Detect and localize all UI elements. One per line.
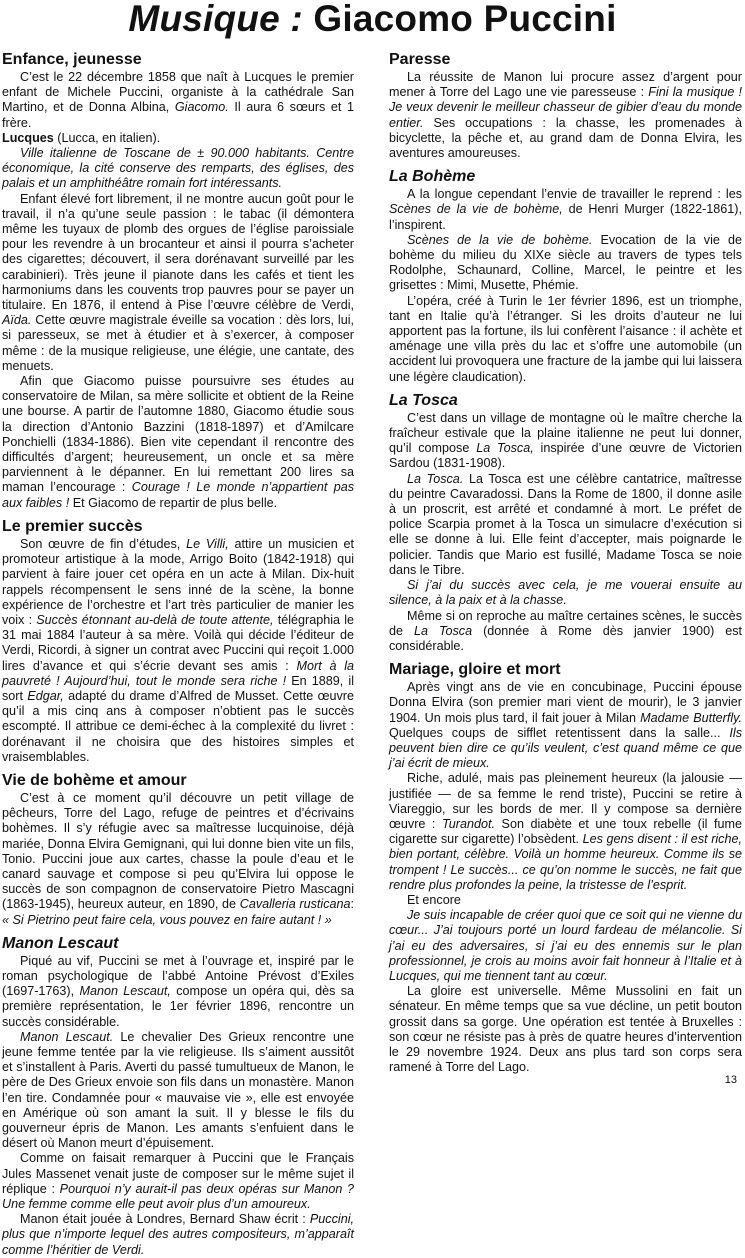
text: La réussite de Manon lui procure assez d’argent pour mener à Torre del Lago une vie paresseuse :	[389, 70, 742, 100]
text: A la longue cependant l’envie de travailler le reprend : les	[407, 187, 742, 202]
text-italic: Scènes de la vie de bohème.	[407, 232, 593, 247]
text: Il aura 6 sœurs et 1 frère.	[2, 100, 355, 130]
text: Son diabète et une toux rebelle (il fume cigarette sur cigarette) l’obsèdent.	[389, 816, 743, 847]
text: Evocation de la vie de bohème du milieu du XIXe siècle au travers de types tels Rodolphe, Schaunard, Colline, Marcel, le peintre et les grisettes : Mimi, Musette, Phémie.	[389, 232, 742, 293]
text: Riche, adulé, mais pas pleinement heureux (la jalousie — justifiée — de sa femme le rend triste), Puccini se retire à Viareggio, sur les bords de mer. Il y compose sa dernière œuvre :	[389, 771, 742, 831]
paragraph	[2, 791, 354, 928]
paragraph	[389, 609, 742, 655]
paragraph	[389, 233, 742, 294]
title-prefix: Musique :	[128, 0, 303, 39]
heading-la-boheme: La Bohème	[389, 168, 476, 186]
paragraph-italic: Ville italienne de Toscane de ± 90.000 habitants. Centre économique, la cité conserve des remparts, des églises, des palais et un amphithéâtre romain fort intéressants.	[2, 146, 354, 191]
paragraph	[2, 374, 354, 511]
text-italic: Les gens disent : il est riche, bien portant, célèbre. Voilà un homme heureux. Comme ils se trompent ! Le succès... ce qu’on nomme le succès, ne fait que rendre plus profondes la peine, la tristesse de l’esprit.	[389, 832, 742, 892]
paragraph	[389, 411, 742, 472]
text-italic: Le Villi,	[186, 536, 229, 551]
paragraph	[2, 537, 354, 765]
text: Après vingt ans de vie en concubinage, Puccini épouse Donna Elvira (son premier mari vient de mourir), le 3 janvier 1904. Un mois plus tard, il fait jouer à Milan	[389, 680, 742, 725]
text: Comme on faisait remarquer à Puccini que le Français Jules Massenet venait juste de composer sur le même sujet il réplique :	[2, 1151, 354, 1196]
page-title	[0, 0, 745, 38]
text: Manon était jouée à Londres, Bernard Shaw écrit :	[20, 1212, 306, 1227]
term-bold: Lucques	[2, 130, 54, 145]
text: :	[350, 897, 355, 912]
text: Et Giacomo de repartir de plus belle.	[72, 495, 278, 510]
text: Afin que Giacomo puisse poursuivre ses études au conservatoire de Milan, sa mère sollicite et obtient de la Reine une bourse. A partir de l’automne 1880, Giacomo étudie sous la direction d’Antonio Bazzini (1818-1897) et d’Amilcare Ponchielli (1834-1886). Bien vite cependant il rencontre des difficultés d’argent; heureusement, un oncle et sa mère parviennent à le dépanner. En lui remettant 200 lires sa maman l’encourage :	[2, 374, 354, 495]
heading-mariage: Mariage, gloire et mort	[389, 661, 561, 679]
right-column	[389, 44, 742, 1075]
paragraph	[389, 680, 742, 771]
text: Enfant élevé fort librement, il ne montre aucun goût pour le travail, il n’a qu’une seule passion : le tabac (il démontera même les tuyaux de plomb des orgues de l’église paroissiale pour les revendre à un brocanteur et ainsi il pourra s’acheter des cigarettes; découvert, il sera dorénavant surveillé par les carabinieri). Très jeune il pianote dans les cafés et tient les harmoniums dans les couvents trop pauvres pour se payer un titulaire. En 1876, il entend à Pise l’œuvre célèbre de Verdi,	[2, 191, 354, 313]
paragraph	[2, 131, 354, 146]
heading-enfance: Enfance, jeunesse	[2, 51, 142, 68]
text: inspirée d’une œuvre de Victorien Sardou (1831-1908).	[389, 441, 742, 471]
text-italic: Edgar,	[27, 688, 64, 703]
text: (Lucca, en italien).	[57, 130, 161, 145]
paragraph: Et encore	[407, 892, 461, 907]
paragraph	[389, 187, 742, 233]
text-italic: Cavalleria rusticana	[239, 897, 351, 912]
text: La Tosca est une célèbre cantatrice, maîtresse du peintre Cavaradossi. Dans la Rome de 1800, il donne asile à un proscrit, est arrêté et condamné à mort. Le préfet de police Scarpia promet à la Tosca un simulacre d’exécution si elle se donne à lui. Elle feint d’accepter, mais poignarde le policier. Tandis que Mario est fusillé, Madame Tosca se noie dans le Tibre.	[389, 471, 742, 577]
text: C’est dans un village de montagne où le maître cherche la fraîcheur estivale que la plaine italienne ne peut lui donner, qu’il compose	[389, 410, 742, 456]
text-italic: Ils peuvent bien dire ce qu’ils veulent, c’est quand même ce que j’ai écrit de mieux.	[389, 725, 742, 771]
text-italic: Giacomo.	[174, 100, 229, 115]
paragraph	[2, 954, 354, 1030]
text-italic: Manon Lescaut,	[79, 984, 171, 999]
paragraph	[2, 1030, 354, 1152]
text: (donnée à Rome dès janvier 1900) est considérable.	[389, 623, 743, 653]
text: Cette œuvre magistrale éveille sa vocation : dès lors, lui, si paresseux, se met à étudier et à s’exercer, à composer même : de la musique religieuse, une élégie, une cantate, des menuets.	[2, 313, 354, 373]
text-italic: Fini la musique ! Je veux devenir le meilleur chasseur de gibier d’eau du monde entier.	[389, 85, 742, 130]
text: Piqué au vif, Puccini se met à l’ouvrage et, inspiré par le roman psychologique de l’abbé Antoine Prévost d’Exiles (1697-1763),	[2, 953, 354, 999]
text: Même si on reproche au maître certaines scènes, le succès de	[389, 608, 742, 638]
paragraph	[2, 192, 354, 374]
paragraph	[389, 70, 742, 161]
paragraph-italic: Si j’ai du succès avec cela, je me vouerai ensuite au silence, à la paix et à la chasse.	[389, 578, 742, 608]
text-italic: La Tosca.	[407, 471, 464, 486]
text-italic: Scènes de la vie de bohème,	[389, 202, 563, 217]
text-italic: « Si Pietrino peut faire cela, vous pouvez en faire autant ! »	[2, 912, 332, 927]
text: Quelques coups de sifflet retentissent dans la salle...	[389, 725, 721, 740]
text-italic: Aïda.	[2, 313, 32, 328]
text-italic: Mort à la pauvreté ! Aujourd’hui, tout le monde sera riche !	[2, 658, 354, 688]
left-column	[2, 44, 354, 1258]
title-name: Giacomo Puccini	[313, 0, 617, 39]
page-number: 13	[724, 1074, 737, 1086]
text: Ses occupations : la chasse, les promenades à bicyclette, la pêche et, au grand dam de Donna Elvira, les aventures amoureuses.	[389, 115, 742, 161]
text-italic: Madame Butterfly.	[640, 710, 743, 725]
heading-la-tosca: La Tosca	[389, 391, 458, 409]
paragraph	[2, 1151, 354, 1212]
paragraph: La gloire est universelle. Même Mussolini en fait un sénateur. En même temps que sa vue décline, un petit bouton grossit dans sa gorge. Une opération est tentée à Bruxelles : son cœur ne résiste pas à près de quatre heures d’intervention le 29 novembre 1924. Deux ans plus tard son corps sera ramené à Torre del Lago.	[389, 984, 742, 1075]
text: Son œuvre de fin d’études,	[20, 536, 181, 551]
text: En 1889, il sort	[2, 673, 355, 703]
paragraph	[389, 771, 742, 893]
text-italic: Manon Lescaut.	[20, 1029, 114, 1044]
text: de Henri Murger (1822-1861), l’inspirent.	[389, 202, 742, 232]
text-italic: Turandot.	[442, 816, 495, 831]
paragraph	[2, 1212, 354, 1258]
text-italic: Succès étonnant au-delà de toute attente,	[36, 612, 274, 627]
text-italic: La Tosca	[413, 623, 473, 638]
text: attire un musicien et promoteur artistique à la mode, Arrigo Boito (1842-1918) qui parvient à faire jouer cet opéra en un acte à Milan. Dix-huit rappels récompensent le sens inné de la scène, la bonne expérience de l’orchestre et l’art très particulier de manier les voix :	[2, 536, 355, 627]
text: Le chevalier Des Grieux rencontre une jeune femme tentée par la vie religieuse. Ils s’aiment aussitôt et s’installent à Paris. Averti du passé tumultueux de Manon, le père de Des Grieux envoie son fils dans un monastère. Manon l’en tire. Condamnée pour « mauvaise vie », elle est envoyée en Amérique où son amant la suit. Il y blesse le fils du gouverneur épris de Manon. Les amants s’enfuient dans le désert où Manon meurt d’épuisement.	[2, 1029, 354, 1151]
heading-paresse: Paresse	[389, 51, 451, 68]
text: télégraphia le 31 mai 1884 l’auteur à sa mère. Voilà qui décide l’éditeur de Verdi, Ricordi, à signer un contrat avec Puccini qui reçoit 1.000 lires d’avance et qui s’écrie devant ses amis :	[2, 612, 355, 673]
text-italic: La Tosca,	[476, 441, 534, 456]
paragraph-italic: Je suis incapable de créer quoi que ce soit qui ne vienne du cœur... J’ai toujours porté un lourd fardeau de mélancolie. Si j’ai eu des adversaires, si j’ai eu des ennemis sur le plan professionnel, je crois au moins avoir fait honneur à l’Italie et à Lucques, qui me tiennent tant au cœur.	[389, 908, 742, 983]
text-italic: Puccini, plus que n’importe lequel des autres compositeurs, m’apparaît comme l’héritier de Verdi.	[2, 1212, 355, 1257]
paragraph	[2, 70, 354, 131]
text: compose un opéra qui, dès sa première représentation, le 1er février 1896, rencontre un succès considérable.	[2, 984, 355, 1029]
paragraph: L’opéra, créé à Turin le 1er février 1896, est un triomphe, tant en Italie qu’à l’étranger. Si les droits d’auteur ne lui apportent pas la fortune, ils lui confèrent l’aisance : il achète et aménage une villa près du lac et s’offre une automobile (un accident lui provoquera une fracture de la jambe qui lui laissera une légère claudication).	[389, 293, 742, 384]
heading-premier-succes: Le premier succès	[2, 517, 143, 535]
heading-manon-lescaut: Manon Lescaut	[2, 934, 119, 952]
text: adapté du drame d’Alfred de Musset. Cette œuvre qu’il a mis cinq ans à composer n’obtient pas le succès escompté. Il attribue ce demi-échec à la complexité du livret : dorénavant il ne choisira que des histoires simples et vraisemblables.	[2, 688, 354, 764]
text: C’est à ce moment qu’il découvre un petit village de pêcheurs, Torre del Lago, refuge de peintres et d’écrivains bohèmes. Il s’y réfugie avec sa maîtresse lucquinoise, déjà mariée, Donna Elvira Gemignani, qui lui donne bien vite un fils, Tonio. Puccini joue aux cartes, chasse la poule d’eau et le canard sauvage et compose si peu qu’Elvira lui oppose le succès de son compagnon de conservatoire Pietro Mascagni (1863-1945), heureux auteur, en 1890, de	[2, 790, 354, 912]
heading-vie-boheme: Vie de bohème et amour	[2, 771, 187, 789]
paragraph	[389, 472, 742, 578]
text: C’est le 22 décembre 1858 que naît à Lucques le premier enfant de Michele Puccini, organiste à la cathédrale San Martino, et de Donna Albina,	[2, 70, 354, 115]
text-italic: Courage ! Le monde n’appartient pas aux faibles !	[2, 480, 354, 510]
text-italic: Pourquoi n’y aurait-il pas deux opéras sur Manon ? Une femme comme elle peut avoir plus d’un amoureux.	[2, 1181, 355, 1212]
